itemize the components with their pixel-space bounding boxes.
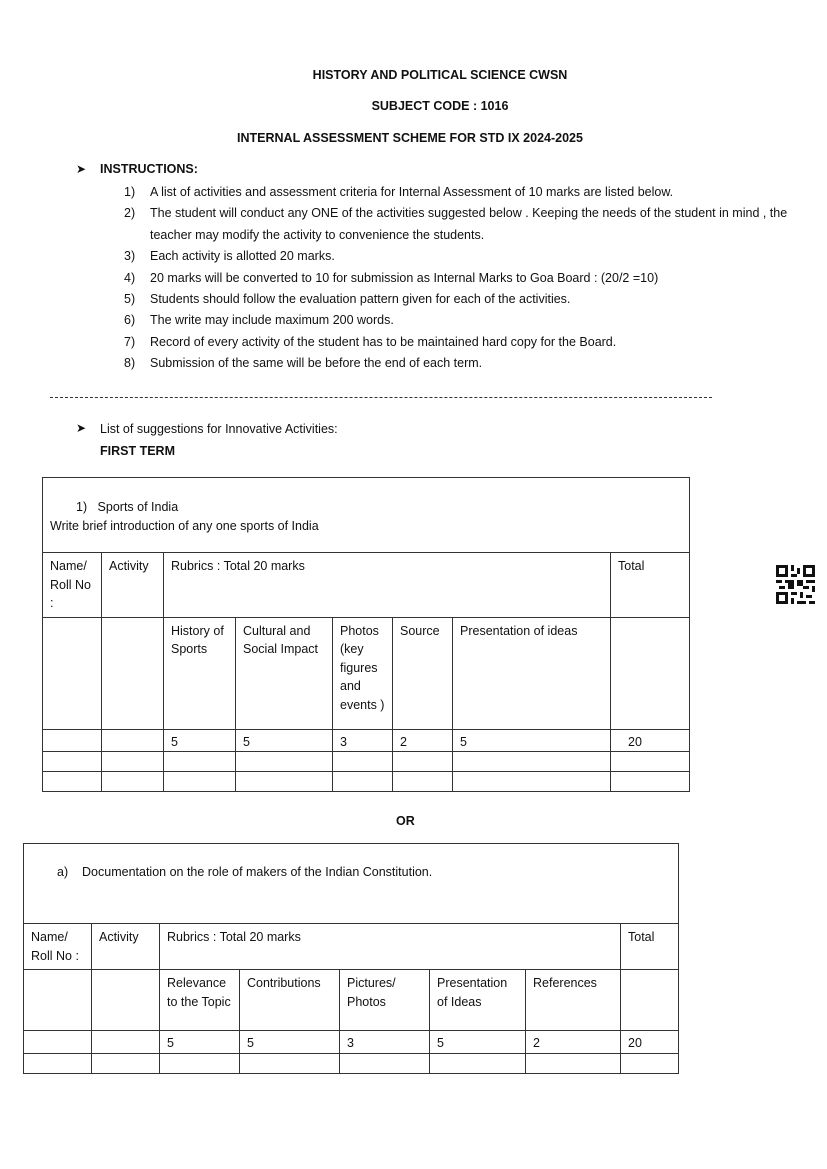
marks-cell: 3	[333, 729, 393, 752]
marks-cell: 2	[526, 1031, 621, 1054]
document-title: HISTORY AND POLITICAL SCIENCE CWSN	[312, 68, 568, 82]
activity-title-cell	[43, 478, 690, 553]
marks-cell: 3	[340, 1031, 430, 1054]
assessment-scheme-title: INTERNAL ASSESSMENT SCHEME FOR STD IX 2024-2025	[237, 131, 583, 145]
marks-cell: 5	[236, 729, 333, 752]
activity-title: Sports of India	[97, 500, 179, 514]
instruction-item: 4) 20 marks will be converted to 10 for submission as Internal Marks to Goa Board : (20/2 =10)	[124, 270, 659, 285]
header-name-roll: Name/ Roll No :	[43, 553, 102, 618]
criterion-cell: Photos (key figures and events )	[333, 617, 393, 729]
total-marks-cell: 20	[611, 729, 690, 752]
table-row	[43, 772, 690, 792]
instructions-list	[124, 182, 814, 375]
table-row	[43, 752, 690, 772]
instruction-item: 5) Students should follow the evaluation pattern given for each of the activities.	[124, 292, 571, 307]
table-row	[24, 1053, 679, 1073]
criterion-cell: References	[526, 970, 621, 1031]
instruction-item: 3) Each activity is allotted 20 marks.	[124, 249, 335, 264]
subject-code: SUBJECT CODE : 1016	[371, 99, 509, 113]
instruction-item: 1) A list of activities and assessment criteria for Internal Assessment of 10 marks are listed below.	[124, 185, 674, 199]
activity-title-cell	[24, 844, 679, 924]
criterion-cell: Cultural and Social Impact	[236, 617, 333, 729]
marks-cell: 5	[240, 1031, 340, 1054]
criterion-cell: History of Sports	[164, 617, 236, 729]
header-rubrics: Rubrics : Total 20 marks	[164, 553, 611, 618]
activity-table-sports	[42, 477, 690, 792]
activity-description: Write brief introduction of any one sports of India	[50, 518, 319, 533]
instruction-item: 7) Record of every activity of the student has to be maintained hard copy for the Board.	[124, 334, 617, 349]
instructions-title: INSTRUCTIONS:	[100, 162, 198, 176]
criterion-cell: Contributions	[240, 970, 340, 1031]
marks-cell: 5	[453, 729, 611, 752]
instruction-item: 2) The student will conduct any ONE of the activities suggested below . Keeping the needs of the student in mind , the teacher may modify the activity to convenience the students.	[124, 206, 788, 242]
header-total: Total	[621, 924, 679, 970]
header-activity: Activity	[92, 924, 160, 970]
qr-code-icon	[776, 565, 815, 604]
arrow-bullet-icon: ➤	[76, 421, 87, 435]
marks-cell: 2	[393, 729, 453, 752]
activity-table-constitution	[23, 843, 679, 1074]
header-total: Total	[611, 553, 690, 618]
marks-cell: 5	[164, 729, 236, 752]
criterion-cell: Relevance to the Topic	[160, 970, 240, 1031]
activity-number: 1)	[76, 500, 88, 514]
section-divider	[50, 397, 712, 398]
term-label: FIRST TERM	[100, 444, 175, 458]
suggestions-title: List of suggestions for Innovative Activities:	[100, 422, 338, 436]
or-separator: OR	[396, 814, 415, 828]
criterion-cell: Source	[393, 617, 453, 729]
arrow-bullet-icon: ➤	[76, 162, 87, 176]
marks-cell: 5	[160, 1031, 240, 1054]
header-activity: Activity	[102, 553, 164, 618]
activity-title: Documentation on the role of makers of the Indian Constitution.	[82, 865, 433, 879]
header-name-roll: Name/ Roll No :	[24, 924, 92, 970]
criterion-cell: Presentation of ideas	[453, 617, 611, 729]
criterion-cell: Pictures/ Photos	[340, 970, 430, 1031]
instruction-item: 8) Submission of the same will be before the end of each term.	[124, 356, 483, 371]
instruction-item: 6) The write may include maximum 200 words.	[124, 313, 394, 328]
criterion-cell: Presentation of Ideas	[430, 970, 526, 1031]
total-marks-cell: 20	[621, 1031, 679, 1054]
header-rubrics: Rubrics : Total 20 marks	[160, 924, 621, 970]
marks-cell: 5	[430, 1031, 526, 1054]
activity-number: a)	[57, 865, 69, 879]
